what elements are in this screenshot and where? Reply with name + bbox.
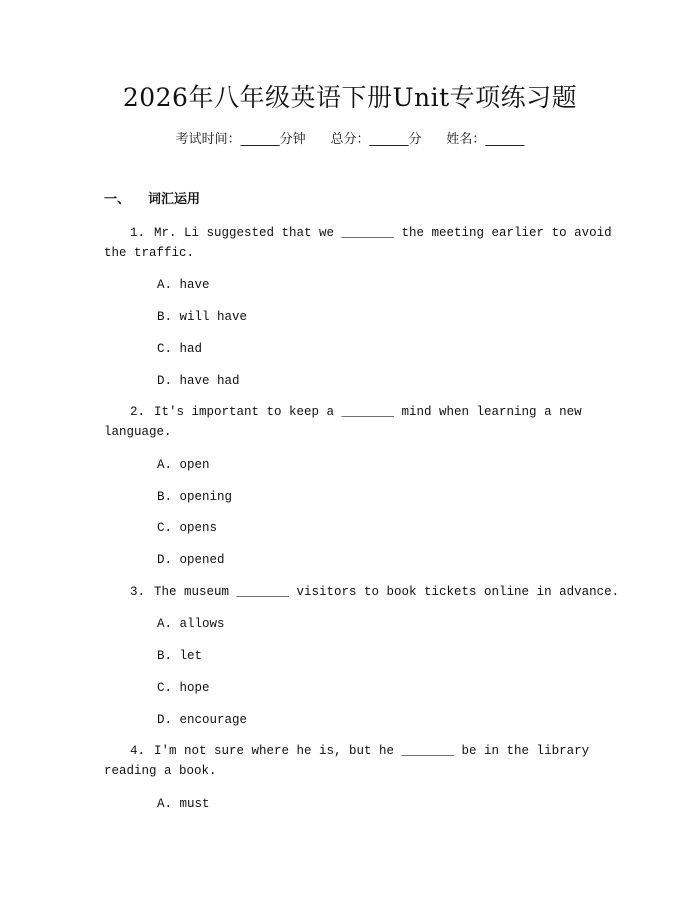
section-heading (104, 191, 200, 209)
question-1-option-d[interactable]: D. have had (157, 374, 240, 388)
question-2-option-a[interactable]: A. open (157, 458, 210, 472)
question-1-option-a[interactable]: A. have (157, 278, 210, 292)
score-blank: ______ (369, 132, 409, 147)
question-number: 1. (130, 226, 146, 240)
question-3-stem (104, 582, 620, 602)
question-text: I'm not sure where he is, but he _______ be in the library (154, 744, 590, 758)
question-2-option-c[interactable]: C. opens (157, 521, 218, 535)
question-3-option-b[interactable]: B. let (157, 649, 203, 663)
time-blank: ______ (240, 132, 280, 147)
time-label: 考试时间： (175, 132, 241, 147)
question-4-stem (104, 741, 594, 761)
question-number: 4. (130, 744, 146, 758)
question-number: 2. (130, 405, 146, 419)
question-2-stem-continued: language. (104, 425, 172, 439)
page-title: 2026年八年级英语下册Unit专项练习题 (122, 83, 578, 112)
question-1-stem-continued: the traffic. (104, 246, 195, 260)
question-text: The museum _______ visitors to book tickets online in advance. (154, 585, 620, 599)
name-label: 姓名： (446, 132, 486, 147)
question-1-option-c[interactable]: C. had (157, 342, 203, 356)
exam-meta-line (0, 131, 700, 149)
question-2-option-d[interactable]: D. opened (157, 553, 225, 567)
question-4-option-a[interactable]: A. must (157, 797, 210, 811)
name-blank: ______ (485, 132, 525, 147)
score-unit: 分 (408, 132, 422, 147)
question-2-option-b[interactable]: B. opening (157, 490, 233, 504)
score-label: 总分： (330, 132, 370, 147)
question-text: It's important to keep a _______ mind when learning a new (154, 405, 582, 419)
section-title: 词汇运用 (148, 192, 201, 207)
question-number: 3. (130, 585, 146, 599)
section-number: 一、 (104, 192, 131, 207)
question-1-stem (104, 223, 612, 243)
question-text: Mr. Li suggested that we _______ the meeting earlier to avoid (154, 226, 612, 240)
question-3-option-a[interactable]: A. allows (157, 617, 225, 631)
question-2-stem (104, 402, 594, 422)
question-1-option-b[interactable]: B. will have (157, 310, 248, 324)
question-3-option-c[interactable]: C. hope (157, 681, 210, 695)
question-3-option-d[interactable]: D. encourage (157, 713, 248, 727)
time-unit: 分钟 (279, 132, 306, 147)
question-4-stem-continued: reading a book. (104, 764, 217, 778)
